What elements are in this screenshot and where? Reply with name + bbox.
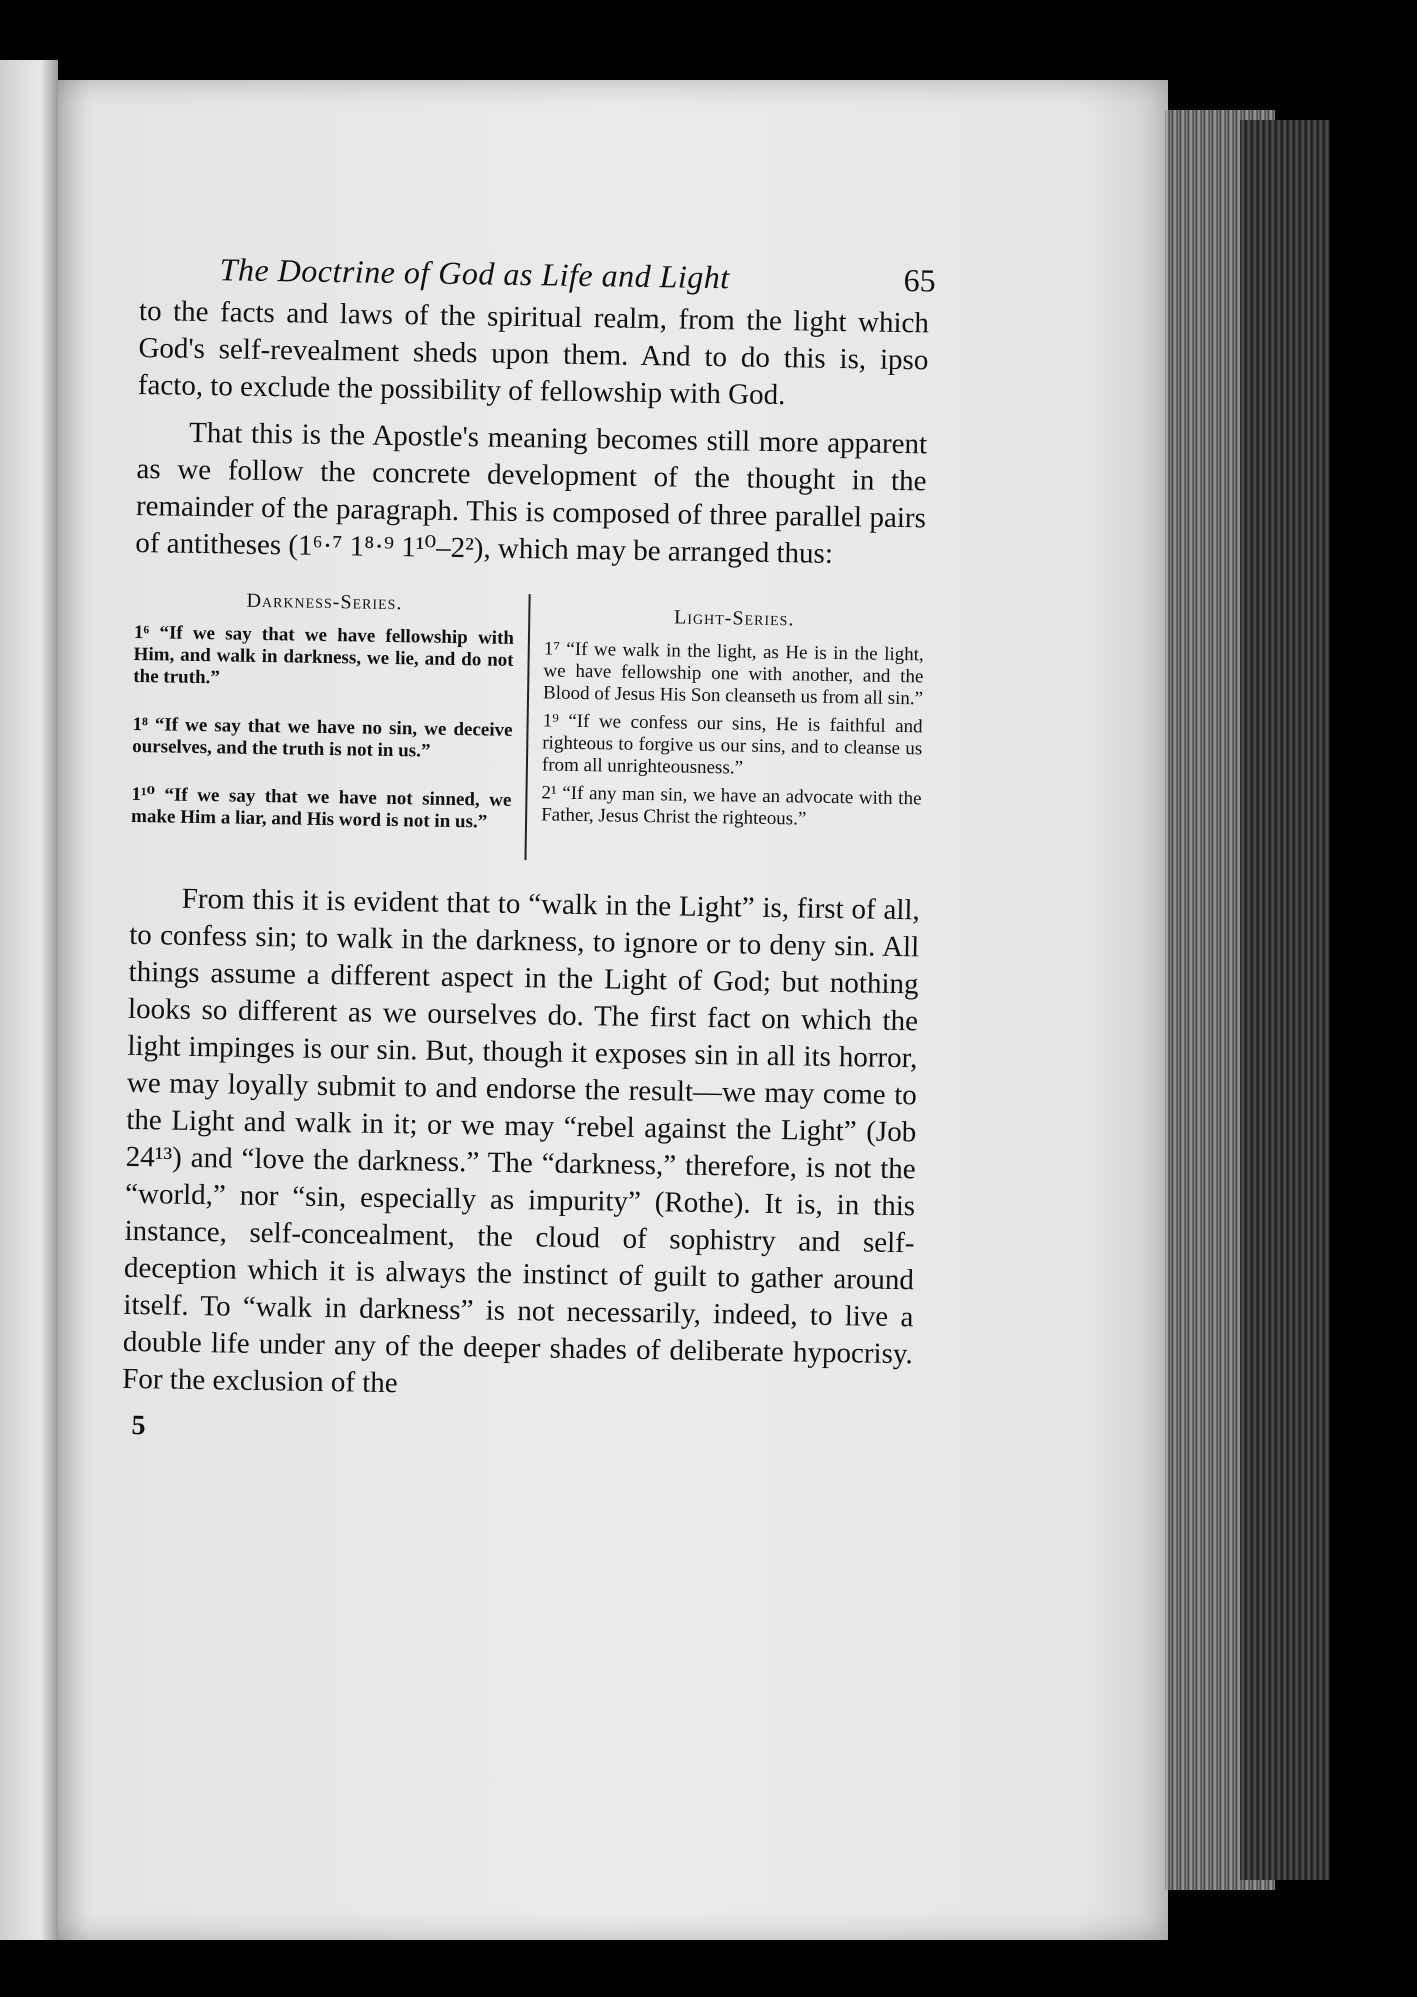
darkness-entry: 1¹⁰ “If we say that we have not sinned, we make Him a liar, and His word is not in us.” [130, 783, 512, 833]
paragraph-2: That this is the Apostle's meaning becomes still more apparent as we follow the concrete development of the thought in the remainder of the paragraph. This is composed of three parallel pairs of antitheses (1⁶·⁷ 1⁸·⁹ 1¹⁰–2²), which may be arranged thus: [135, 416, 928, 570]
signature-mark: 5 [131, 1410, 146, 1442]
running-title: The Doctrine of God as Life and Light [219, 251, 730, 296]
paragraph-1: to the facts and laws of the spiritual realm, from the light which God's self-revealment sheds upon them. And to do this is, ipso facto, to exclude the possibility of fellowship with God. [137, 294, 930, 412]
light-series-heading: Light-Series. [673, 606, 795, 631]
book-cover-edge [1240, 120, 1330, 1880]
page-number: 65 [903, 262, 936, 299]
page-content [121, 250, 936, 1454]
light-entry: 2¹ “If any man sin, we have an advocate with the Father, Jesus Christ the righteous.” [541, 782, 922, 830]
facing-page-edge [0, 60, 58, 1940]
light-entry: 1⁷ “If we walk in the light, as He is in the light, we have fellowship one with another, and the Blood of Jesus His Son cleanseth us from all sin.” [542, 638, 924, 710]
light-entry: 1⁹ “If we confess our sins, He is faithful and righteous to forgive us our sins, and to cleanse us from all unrighteousness.” [541, 710, 923, 779]
darkness-entry: 1⁶ “If we say that we have fellowship with Him, and walk in darkness, we lie, and do not the truth.” [133, 621, 515, 689]
darkness-entry: 1⁸ “If we say that we have no sin, we deceive ourselves, and the truth is not in us.” [132, 713, 513, 762]
darkness-series-column [131, 588, 531, 860]
paragraph-3: From this it is evident that to “walk in the Light” is, first of all, to confess sin; to walk in the darkness, to ignore or to deny sin. All things assume a different aspect in the Light of God; but nothing looks so different as we ourselves do. The first fact on which the light impinges is our sin. But, though it exposes sin in all its horror, we may loyally submit to and endorse the result—we may come to the Light and walk in it; or we may “rebel against the Light” (Job 24¹³) and “love the darkness.” The “darkness,” therefore, is not the “world,” nor “sin, especially as impurity” (Rothe). It is, in this instance, self-concealment, the cloud of sophistry and self-deception which it is always the instinct of guilt to gather around itself. To “walk in darkness” is not necessarily, indeed, to live a double life under any of the deeper shades of deliberate hypocrisy. For the exclusion of the [122, 882, 920, 1400]
darkness-series-heading: Darkness-Series. [246, 589, 403, 615]
light-series-column [526, 594, 924, 866]
antitheses-table [131, 588, 925, 866]
